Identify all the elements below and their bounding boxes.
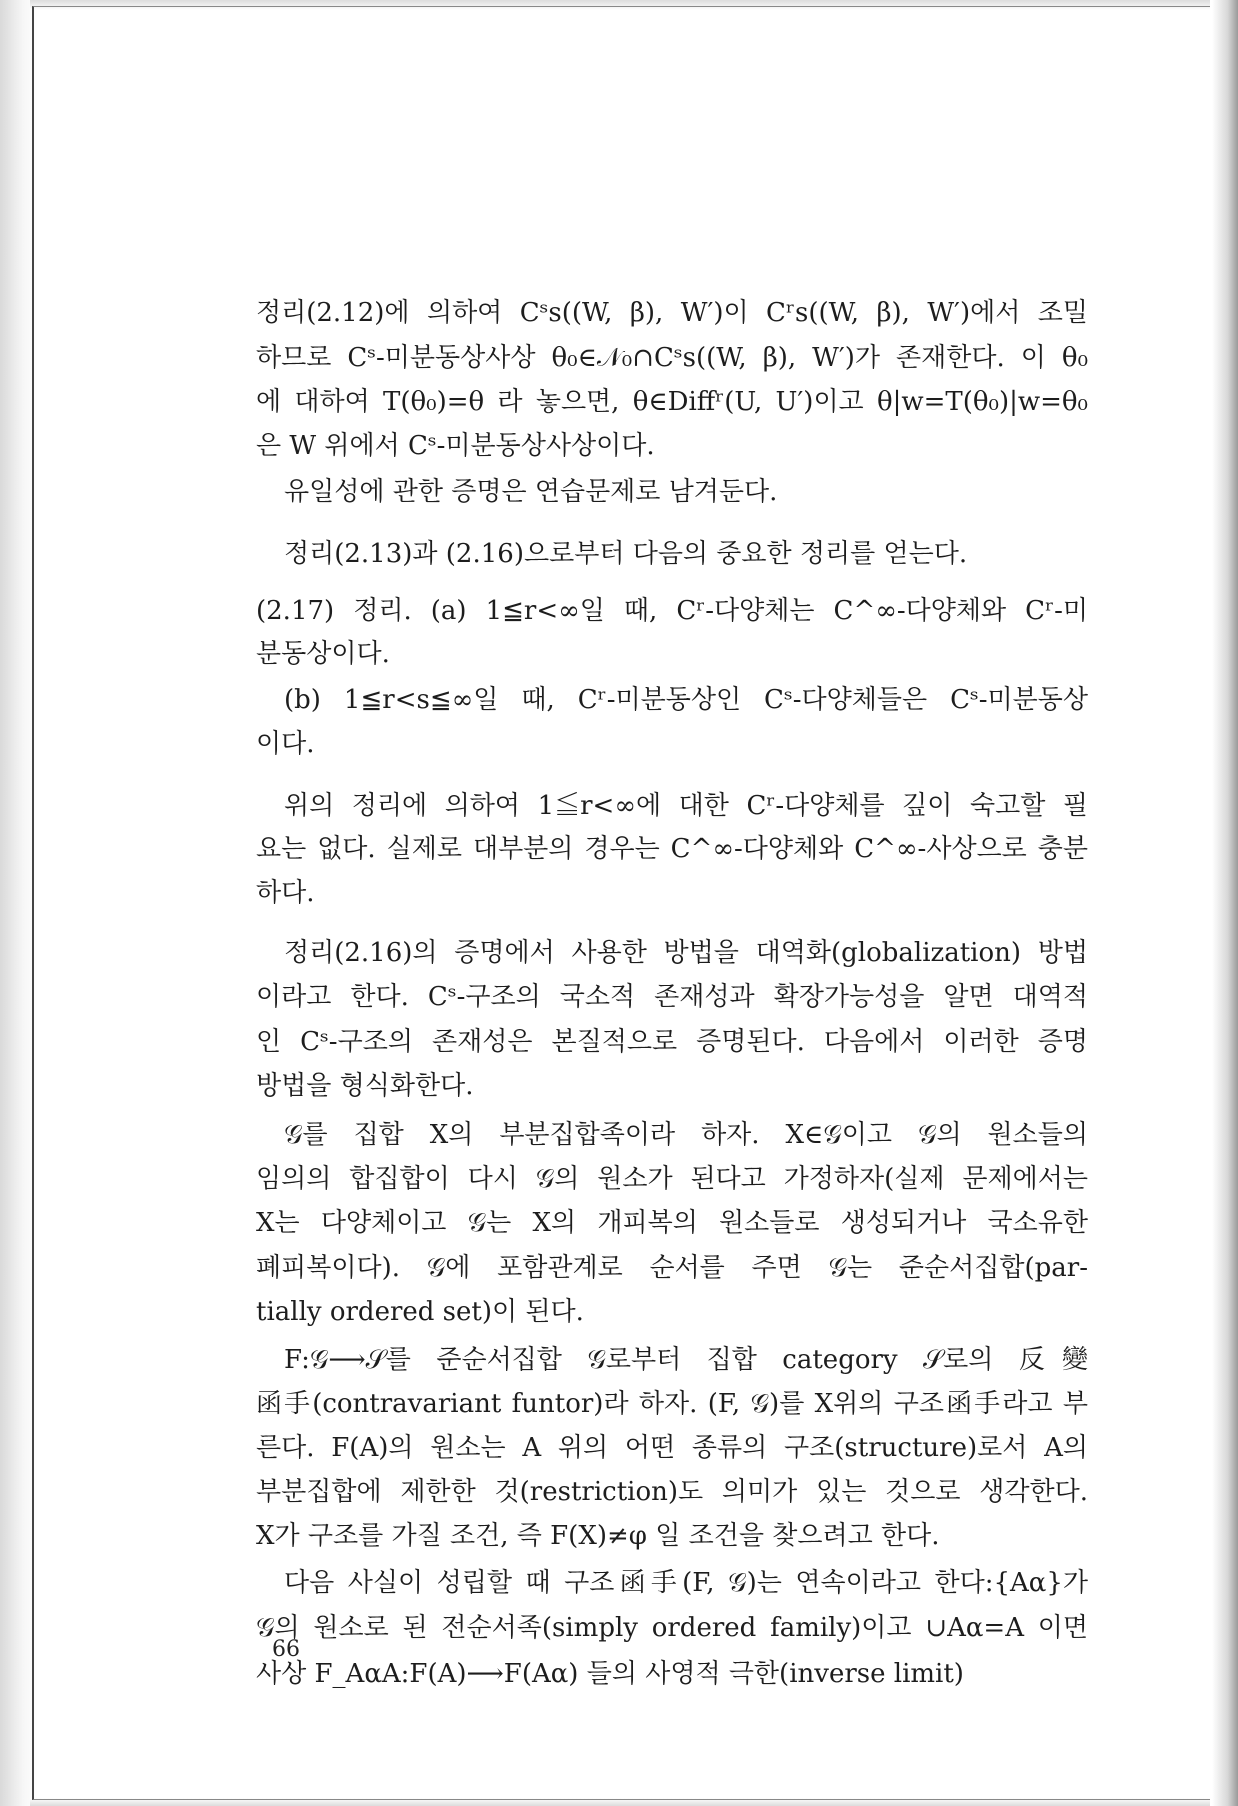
text-line: 에 대하여 T(θ₀)=θ 라 놓으면, θ∈Diffʳ(U, U′)이고 θ|w=T(θ₀)|w=θ₀ bbox=[256, 387, 1088, 417]
text-line: 정리(2.16)의 증명에서 사용한 방법을 대역화(globalization) 방법 bbox=[284, 938, 1088, 968]
text-line: 유일성에 관한 증명은 연습문제로 남겨둔다. bbox=[284, 477, 778, 507]
text-line: 위의 정리에 의하여 1≦r<∞에 대한 Cʳ-다양체를 깊이 숙고할 필 bbox=[284, 791, 1088, 821]
text-line: F:𝒢⟶𝒮를 준순서집합 𝒢로부터 집합 category 𝒮로의 反變 bbox=[284, 1345, 1088, 1375]
text-line: 폐피복이다). 𝒢에 포함관계로 순서를 주면 𝒢는 준순서집합(par- bbox=[256, 1253, 1088, 1283]
text-line: 사상 F_AαA:F(A)⟶F(Aα) 들의 사영적 극한(inverse limit) bbox=[256, 1659, 964, 1689]
text-line: 정리(2.13)과 (2.16)으로부터 다음의 중요한 정리를 얻는다. bbox=[284, 539, 968, 569]
text-line: 하므로 Cˢ-미분동상사상 θ₀∈𝒩₀∩Cˢs((W, β), W′)가 존재한다. 이 θ₀ bbox=[256, 343, 1088, 373]
text-line: 은 W 위에서 Cˢ-미분동상사상이다. bbox=[256, 431, 655, 461]
text-line: X가 구조를 가질 조건, 즉 F(X)≠φ 일 조건을 찾으려고 한다. bbox=[256, 1521, 940, 1551]
text-line: 𝒢의 원소로 된 전순서족(simply ordered family)이고 ∪Aα=A 이면 bbox=[256, 1613, 1088, 1643]
text-line: 다음 사실이 성립할 때 구조函手(F, 𝒢)는 연속이라고 한다:{Aα}가 bbox=[284, 1568, 1088, 1598]
text-line: 임의의 합집합이 다시 𝒢의 원소가 된다고 가정하자(실제 문제에서는 bbox=[256, 1164, 1088, 1194]
text-line: 인 Cˢ-구조의 존재성은 본질적으로 증명된다. 다음에서 이러한 증명 bbox=[256, 1027, 1088, 1057]
text-line: 부분집합에 제한한 것(restriction)도 의미가 있는 것으로 생각한다. bbox=[256, 1477, 1088, 1507]
text-line: 정리(2.12)에 의하여 Cˢs((W, β), W′)이 Cʳs((W, β), W′)에서 조밀 bbox=[256, 298, 1088, 328]
text-line: 函手(contravariant funtor)라 하자. (F, 𝒢)를 X위의 구조函手라고 부 bbox=[256, 1389, 1088, 1419]
text-line: 른다. F(A)의 원소는 A 위의 어떤 종류의 구조(structure)로서 A의 bbox=[256, 1433, 1088, 1463]
theorem-line: (2.17) 정리. (a) 1≦r<∞일 때, Cʳ-다양체는 C^∞-다양체와 Cʳ-미 bbox=[256, 596, 1088, 626]
text-line: tially ordered set)이 된다. bbox=[256, 1297, 584, 1327]
text-line: 𝒢를 집합 X의 부분집합족이라 하자. X∈𝒢이고 𝒢의 원소들의 bbox=[284, 1120, 1088, 1150]
text-line: 이다. bbox=[256, 729, 315, 759]
page-number: 66 bbox=[272, 1637, 300, 1662]
text-line: 하다. bbox=[256, 878, 315, 908]
text-line: (b) 1≦r<s≦∞일 때, Cʳ-미분동상인 Cˢ-다양체들은 Cˢ-미분동상 bbox=[284, 685, 1088, 715]
text-line: X는 다양체이고 𝒢는 X의 개피복의 원소들로 생성되거나 국소유한 bbox=[256, 1208, 1088, 1238]
text-line: 요는 없다. 실제로 대부분의 경우는 C^∞-다양체와 C^∞-사상으로 충분 bbox=[256, 834, 1088, 864]
text-line: 방법을 형식화한다. bbox=[256, 1071, 474, 1101]
page-shadow-right bbox=[1212, 0, 1238, 1806]
text-line: 분동상이다. bbox=[256, 639, 390, 669]
text-line: 이라고 한다. Cˢ-구조의 국소적 존재성과 확장가능성을 알면 대역적 bbox=[256, 982, 1088, 1012]
